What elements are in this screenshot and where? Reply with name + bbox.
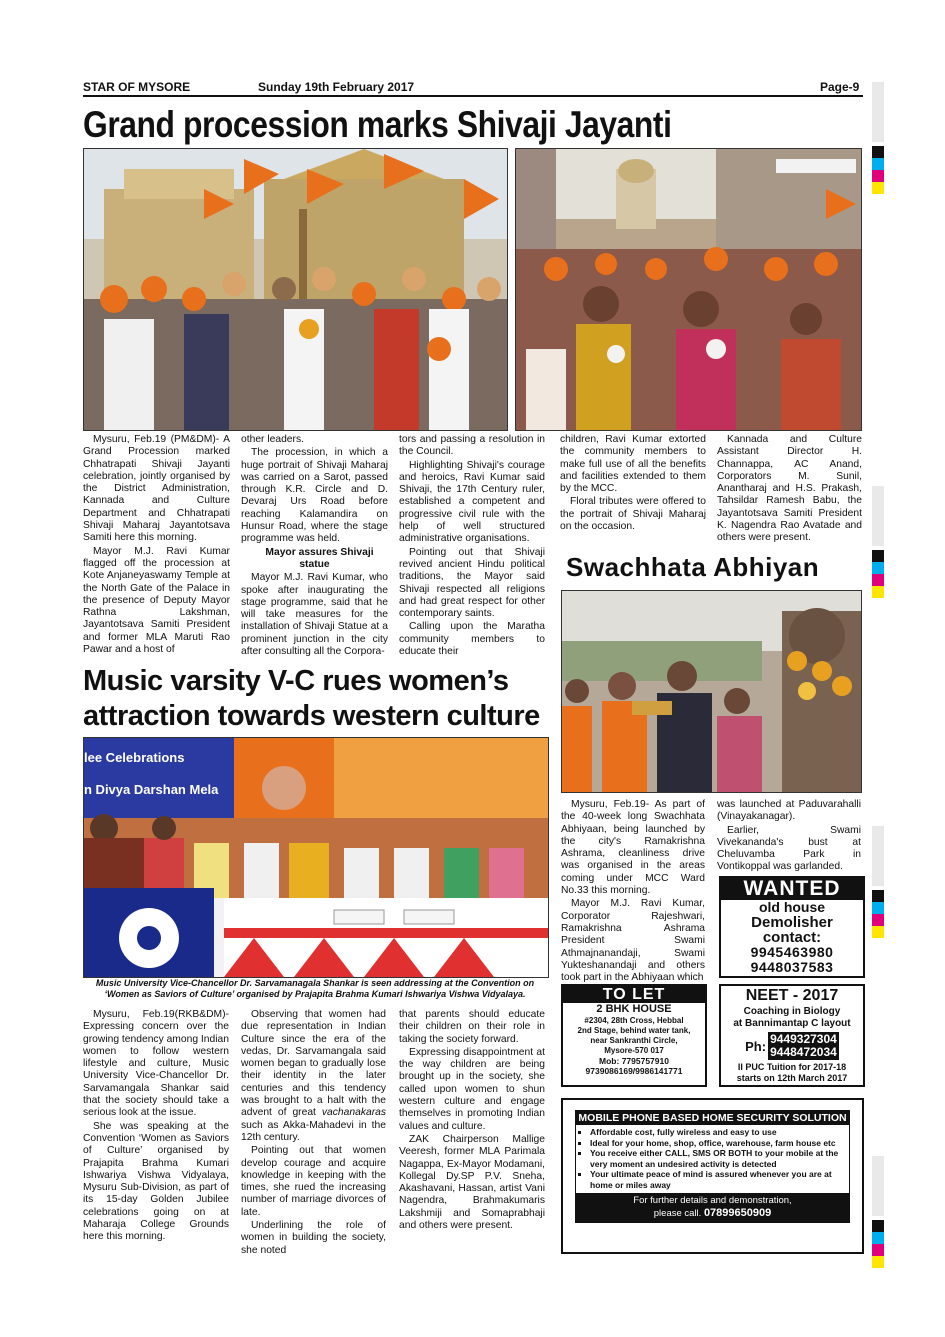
story2-text: such as Akka-Mahadevi in the 12th century.: [241, 1119, 386, 1143]
story1-column-1: [83, 434, 230, 657]
wanted-phone-1: 9945463980: [750, 944, 834, 960]
story1-column-2: [241, 434, 388, 659]
to-let-line-1: 2 BHK HOUSE: [596, 1003, 672, 1015]
story1-headline: Grand procession marks Shivaji Jayanti: [83, 104, 672, 145]
color-registration-mark: [872, 550, 884, 598]
color-registration-mark: [872, 890, 884, 938]
banner-text-2: n Divya Darshan Mela: [84, 782, 219, 797]
story2-para: Pointing out that women develop courage and acquire knowledge in keeping with the times, she rued the increasing number of marriage divorces of late.: [241, 1145, 386, 1218]
story1-column-5: [717, 434, 862, 546]
print-margin-bar: [872, 826, 884, 886]
story2-para: Underlining the role of women in building the society, she noted: [241, 1220, 386, 1256]
to-let-ad: [561, 984, 707, 1087]
neet-title: NEET - 2017: [745, 987, 839, 1004]
print-margin-bar: [872, 486, 884, 546]
print-margin-bar: [872, 1156, 884, 1216]
story1-para: Mysuru, Feb.19 (PM&DM)- A Grand Procession marked Chhatrapati Shivaji Jayanti celebration, jointly organised by the District Administration, Kannada and Culture Department and Chhatrapati Shivaji Maharaj Jayantotsava Samiti here this morning.: [83, 434, 230, 544]
neet-line-1: Coaching in Biology: [743, 1006, 841, 1017]
story2-para: Mysuru, Feb.19(RKB&DM)- Expressing concern over the growing tendency among Indian women to follow western lifestyle and culture, Music University Vice-Chancellor Dr. Sarvamangala Shankar said that the society should take a serious look at the issue.: [83, 1009, 229, 1119]
security-bullet: ▪ Affordable cost, fully wireless and easy to use: [590, 1127, 845, 1138]
neet-line-3: II PUC Tuition for 2017-18: [737, 1062, 847, 1072]
story2-para: Expressing disappointment at the way children are being brought up in the society, she called upon women to shun western culture and engage themselves in promoting Indian values and culture.: [399, 1046, 545, 1132]
story2-para: [241, 1009, 386, 1144]
story2-para: that parents should educate their children on their role in taking the society forward.: [399, 1009, 545, 1045]
security-ad-inner: [575, 1110, 850, 1223]
to-let-address-3: near Sankranthi Circle,: [590, 1036, 678, 1045]
story1-para: Highlighting Shivaji's courage and heroics, Ravi Kumar said Shivaji, the 17th Century ruler, established a competent and progressive civil rule with the help of well structured administrative organisations.: [399, 459, 545, 545]
procession-photo-left-image: [84, 149, 507, 430]
issue-date: Sunday 19th February 2017: [258, 80, 415, 94]
wanted-line-2: Demolisher: [751, 914, 833, 931]
story1-para: Mayor M.J. Ravi Kumar, who spoke after inaugurating the stage programme, said that he will take measures for the installation of Shivaji Statue at a prominent junction in the city after consulting all the Corpora-: [241, 572, 388, 658]
page-number: Page-9: [820, 80, 860, 94]
wanted-phone-2: 9448037583: [750, 959, 834, 975]
story2-para: ZAK Chairperson Mallige Veeresh, former MLA Parimala Nagappa, Ex-Mayor Modamani, Kollegal Dy.SP P.V. Sneha, Akashavani, Hassan, artist Vani Nagendra, Brahmakumaris Lakshmiji and Somaprabhaji and others were present.: [399, 1133, 545, 1232]
story1-para: other leaders.: [241, 434, 304, 445]
neet-phone-label: Ph:: [745, 1038, 767, 1054]
header-rule: [83, 95, 863, 97]
neet-phone-1: 9449327304: [770, 1032, 837, 1046]
story3-para: was launched at Paduvarahalli (Vinayakanagar).: [717, 799, 861, 823]
banner-text-1: lee Celebrations: [84, 750, 185, 765]
color-registration-mark: [872, 1220, 884, 1268]
security-footer-line-1: For further details and demonstration,: [633, 1195, 792, 1206]
to-let-address-2: 2nd Stage, behind water tank,: [577, 1026, 691, 1035]
story2-italic-term: vachanakaras: [321, 1107, 386, 1119]
story1-column-4: [560, 434, 706, 534]
neet-line-4: starts on 12th March 2017: [736, 1073, 848, 1083]
procession-photo-right: [515, 148, 862, 431]
story3-column-2: [717, 799, 861, 875]
to-let-title: TO LET: [563, 986, 705, 1003]
story1-column-3: [399, 434, 545, 659]
story1-para: children, Ravi Kumar extorted the community members to make full use of all the benefits and facilities extended to them by the MCC.: [560, 434, 706, 495]
story2-headline: [83, 664, 553, 734]
story3-para: Earlier, Swami Vivekananda's bust at Cheluvamba Park in Vontikoppal was garlanded.: [717, 824, 861, 873]
neet-ad: [719, 984, 865, 1087]
story3-column-1: [561, 799, 705, 985]
swachhata-photo-image: [562, 591, 861, 792]
wanted-line-3: contact:: [762, 929, 822, 946]
procession-photo-right-image: [516, 149, 861, 430]
to-let-mobile: Mob: 7795757910: [599, 1056, 669, 1066]
story2-headline-line-2: attraction towards western culture: [83, 700, 540, 732]
story3-para: Mysuru, Feb.19- As part of the 40-week long Swachhata Abhiyaan, being launched by the city's Ramakrishna Ashrama, cleanliness drive was organised in the areas coming under MCC Ward No.33 this morning.: [561, 799, 705, 897]
story1-para: Calling upon the Maratha community members to educate their: [399, 621, 545, 658]
wanted-line-1: old house: [758, 899, 826, 915]
story2-column-1: [83, 1009, 229, 1245]
wanted-ad: [719, 876, 865, 978]
story3-para: Mayor M.J. Ravi Kumar, Corporator Rajeshwari, Ramakrishna Ashrama President Swami Athmajnanandaji, Swami Yukteshanandaji and others took part in the Abhiyaan which: [561, 898, 705, 984]
caption-line-1: Music University Vice-Chancellor Dr. Sarvamanagala Shankar is seen addressing at the Convention on: [95, 978, 535, 988]
security-ad: [561, 1098, 864, 1254]
story2-column-2: [241, 1009, 386, 1258]
caption-line-2: ‘Women as Saviors of Culture’ organised by Prajapita Brahma Kumari Ishwariya Vishwa Vidyalaya.: [104, 989, 526, 999]
to-let-phones: 9739086169/9986141771: [585, 1066, 683, 1076]
security-ad-title: MOBILE PHONE BASED HOME SECURITY SOLUTION: [576, 1111, 849, 1125]
story1-para: tors and passing a resolution in the Council.: [399, 434, 545, 458]
neet-line-2: at Bannimantap C layout: [733, 1018, 851, 1029]
convention-photo-image: [84, 738, 548, 977]
story1-subhead: Mayor assures Shivaji statue: [265, 546, 374, 570]
story1-para: Kannada and Culture Assistant Director H. Channappa, AC Anand, Corporators M. Sunil, Anantharaj and H.S. Prakash, Tahsildar Ramesh Babu, the Jayantotsava Samiti President K. Nagendra Rao Avatade and others were present.: [717, 434, 862, 544]
story2-headline-line-1: Music varsity V-C rues women’s: [83, 665, 509, 697]
story1-para: Mayor M.J. Ravi Kumar flagged off the procession at Kote Anjaneyaswamy Temple at the North Gate of the Palace in the presence of Deputy Mayor Rathna Lakshman, Jayantotsava Samiti President and former MLA Maruti Rao Pawar and a host of: [83, 545, 230, 656]
story1-para: The procession, in which a huge portrait of Shivaji Maharaj was carried on a Sarot, passed through K.R. Circle and D. Devaraj Urs Road before reaching Kalamandira on Hunsur Road, where the stage programme was held.: [241, 447, 388, 545]
neet-phones: [768, 1032, 839, 1060]
security-footer-line-2: [576, 1207, 849, 1220]
story2-para: She was speaking at the Convention ‘Women as Saviors of Culture’ organised by Prajapita Brahma Kumari Ishwariya Vishwa Vidyalaya, Mysuru Sub-Division, as part of its 15-day Golden Jubilee celebrations going on at Maharaja College Grounds here this morning.: [83, 1120, 229, 1243]
procession-photo-left: [83, 148, 508, 431]
print-margin-bar: [872, 82, 884, 142]
convention-photo: [83, 737, 549, 978]
story2-column-3: [399, 1009, 545, 1233]
color-registration-mark: [872, 146, 884, 194]
security-ad-footer: [576, 1193, 849, 1222]
wanted-title: WANTED: [721, 878, 863, 900]
security-footer-prefix: please call.: [653, 1208, 704, 1219]
security-bullet: ▪ Ideal for your home, shop, office, warehouse, farm house etc: [590, 1138, 845, 1149]
convention-photo-caption: [83, 978, 547, 1000]
security-bullet: ▪ You receive either CALL, SMS OR BOTH to your mobile at the very moment an undesired activity is detected: [590, 1148, 845, 1169]
to-let-address-4: Mysore-570 017: [604, 1046, 664, 1055]
neet-phone-block: [721, 1032, 863, 1060]
neet-phone-2: 9448472034: [770, 1045, 837, 1059]
story1-para: Floral tributes were offered to the portrait of Shivaji Maharaj on the occasion.: [560, 496, 706, 533]
story1-para: Pointing out that Shivaji revived ancient Hindu political traditions, the Mayor said Shivaji respected all religions and had great respect for other contemporary saints.: [399, 546, 545, 620]
story2-text: Observing that women had due representation in Indian Culture since the era of the vedas, Dr. Sarvamangala said women began to gradually lose their identity in the later centuries and this tendency was brought to a halt with the advent of great: [241, 1009, 386, 1119]
story3-headline: Swachhata Abhiyan: [566, 552, 820, 582]
paper-name: STAR OF MYSORE: [83, 80, 191, 94]
security-bullet: ▪ Your ultimate peace of mind is assured whenever you are at home or miles away: [590, 1169, 845, 1190]
swachhata-photo: [561, 590, 862, 793]
security-phone: 07899650909: [703, 1207, 772, 1219]
security-ad-bullets: [576, 1127, 849, 1190]
to-let-address-1: #2304, 28th Cross, Hebbal: [584, 1016, 684, 1025]
